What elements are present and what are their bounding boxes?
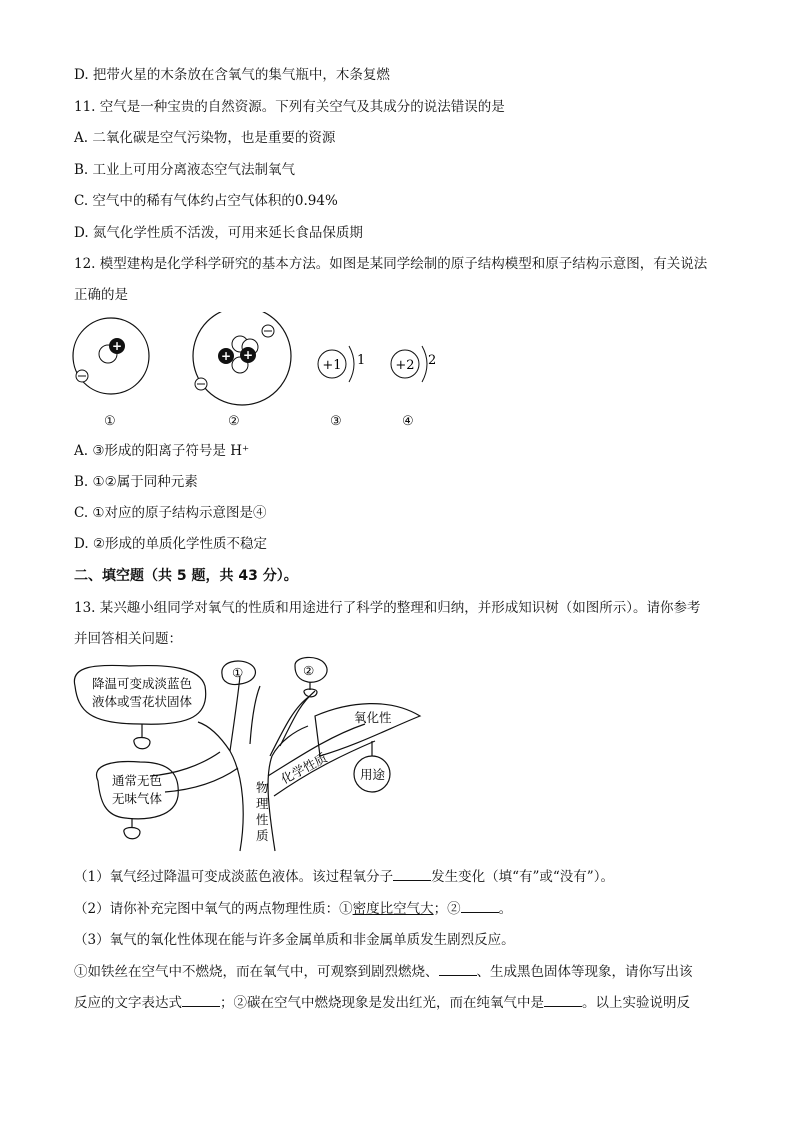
svg-text:+: + [220,349,232,363]
tree-leaf1-line1: 降温可变成淡蓝色 [92,676,193,691]
structure-diagram-3 [318,346,365,382]
answer-blank-2[interactable] [461,900,499,913]
q13-part1-text-b: 发生变化（填“有”或“没有”）。 [431,869,614,885]
q13-part2-given-answer: 密度比空气大 [352,901,434,917]
answer-blank-4[interactable] [182,994,220,1007]
svg-text:+: + [242,348,254,362]
shell-electrons-3: 1 [357,353,366,368]
section-heading: 二、填空题（共 5 题，共 43 分）。 [74,568,298,584]
q13-part3-line3 [74,994,690,1012]
q13-part3: （3）氧气的氧化性体现在能与许多金属单质和非金属单质发生剧烈反应。 [74,932,515,948]
q13-part2-text-b: ；② [433,901,461,917]
q11-option-c: C. 空气中的稀有气体约占空气体积的0.94% [74,193,338,209]
tree-trunk-char-3: 性 [256,812,269,827]
nucleus-charge-3: +1 [322,358,342,373]
q13-p5-text-c: 。以上实验说明反 [582,995,690,1011]
fig-label-3: ③ [330,414,342,429]
tree-leaf1-line2: 液体或雪花状固体 [92,694,193,709]
fig-label-2: ② [228,414,240,429]
q10-option-d: D. 把带火星的木条放在含氧气的集气瓶中，木条复燃 [74,67,390,83]
q12-stem-line2: 正确的是 [74,287,128,303]
q13-part2-text-a: （2）请你补充完图中氧气的两点物理性质：① [74,901,353,917]
answer-blank-3[interactable] [439,963,477,976]
fig-label-1: ① [104,414,116,429]
tree-circle-2: ② [303,663,315,678]
knowledge-tree-figure [70,656,430,856]
tree-trunk-char-2: 理 [256,796,269,811]
q12-option-a: A. ③形成的阳离子符号是 H⁺ [74,443,250,459]
q13-stem-line2: 并回答相关问题： [74,631,182,647]
tree-leaf-use: 用途 [360,767,386,782]
svg-text:+: + [111,339,123,353]
tree-circle-1: ① [232,665,244,680]
q13-stem-line1: 13. 某兴趣小组同学对氧气的性质和用途进行了科学的整理和归纳，并形成知识树（如图所示）。请你参考 [74,600,701,616]
q12-option-c: C. ①对应的原子结构示意图是④ [74,505,267,521]
atom-model-1 [73,318,149,394]
q13-p4-text-a: ①如铁丝在空气中不燃烧，而在氧气中，可观察到剧烈燃烧、 [74,964,439,980]
fig-label-4: ④ [402,414,414,429]
tree-trunk-char-4: 质 [256,828,269,843]
shell-electrons-4: 2 [428,353,437,368]
q13-part3-line2 [74,963,693,981]
q11-option-b: B. 工业上可用分离液态空气法制氧气 [74,162,296,178]
tree-trunk-char-1: 物 [256,780,269,795]
answer-blank-5[interactable] [544,994,582,1007]
q13-p5-text-a: 反应的文字表达式 [74,995,182,1011]
q13-part1 [74,868,614,886]
q12-option-b: B. ①②属于同种元素 [74,474,198,490]
nucleus-charge-4: +2 [395,358,415,373]
tree-branch-chemical: 化学性质 [278,749,330,787]
q11-option-d: D. 氮气化学性质不活泼，可用来延长食品保质期 [74,225,363,241]
tree-leaf2-line2: 无味气体 [112,791,163,806]
q12-stem-line1: 12. 模型建构是化学科学研究的基本方法。如图是某同学绘制的原子结构模型和原子结构示意图，有关说法 [74,256,708,272]
atom-model-2 [193,312,291,405]
q11-stem: 11. 空气是一种宝贵的自然资源。下列有关空气及其成分的说法错误的是 [74,99,505,115]
tree-leaf-oxidizing: 氧化性 [354,710,392,725]
q12-option-d: D. ②形成的单质化学性质不稳定 [74,536,268,552]
q13-part2 [74,900,512,918]
q13-part2-text-c: 。 [498,901,513,917]
structure-diagram-4 [391,346,436,382]
tree-leaf2-line1: 通常无色 [112,773,163,788]
q13-p5-text-b: ；②碳在空气中燃烧现象是发出红光，而在纯氧气中是 [220,995,544,1011]
q13-part1-text-a: （1）氧气经过降温可变成淡蓝色液体。该过程氧分子 [74,869,394,885]
q12-atom-models-figure [66,312,446,412]
q13-p4-text-b: 、生成黑色固体等现象，请你写出该 [476,964,693,980]
answer-blank-1[interactable] [393,868,431,881]
q11-option-a: A. 二氧化碳是空气污染物，也是重要的资源 [74,130,336,146]
